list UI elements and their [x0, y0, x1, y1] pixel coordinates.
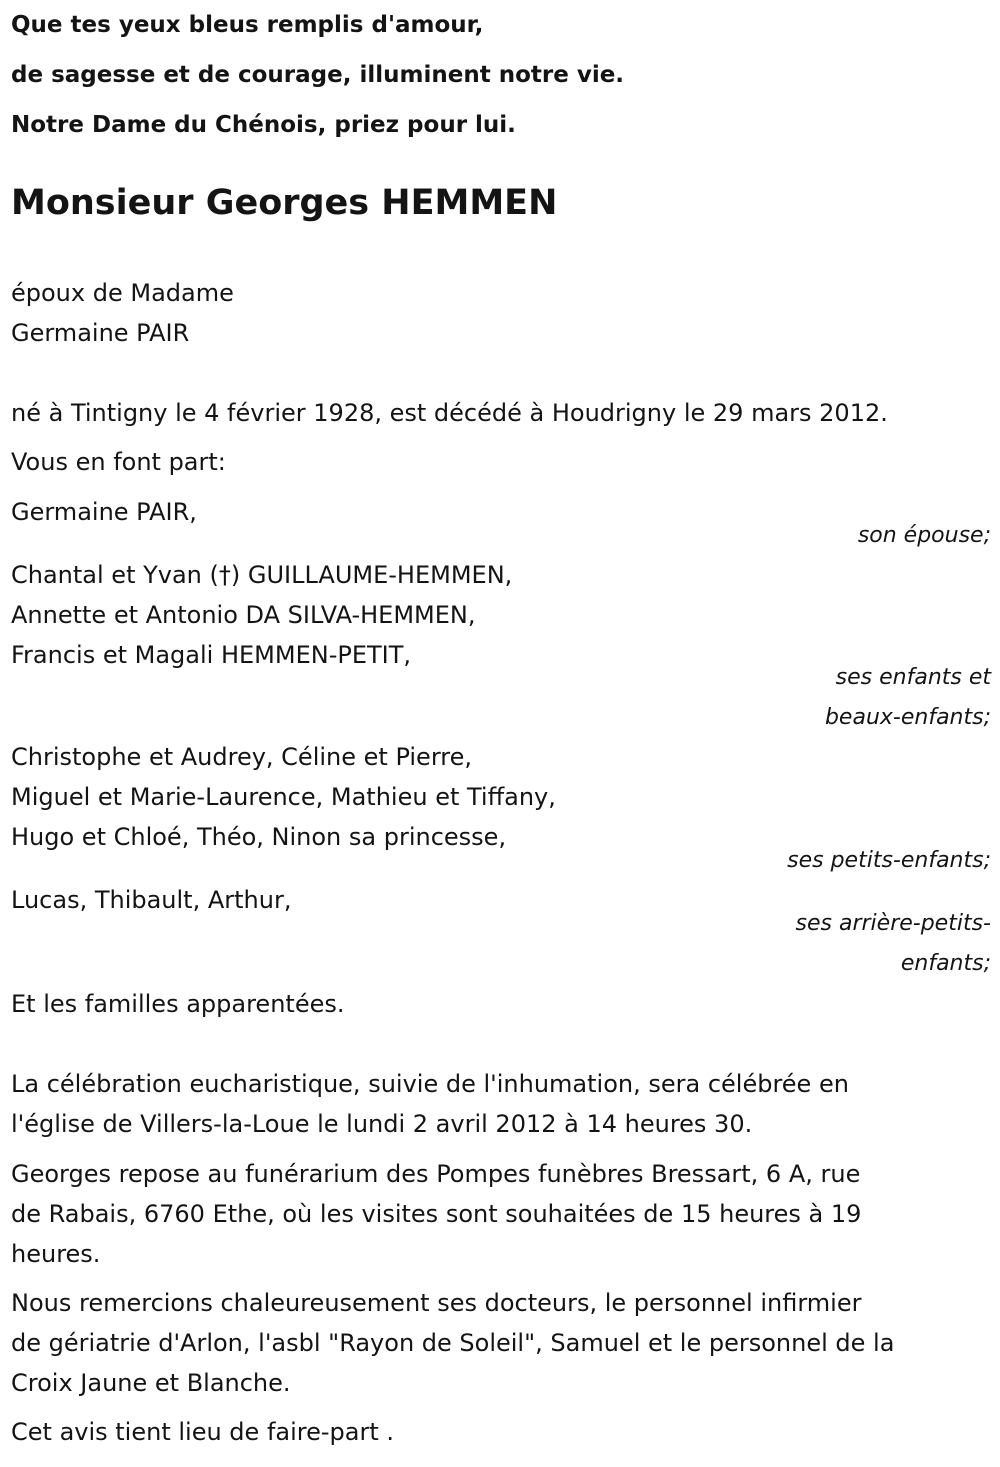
ceremony-line-2: l'église de Villers-la-Loue le lundi 2 avril 2012 à 14 heures 30.: [11, 1110, 753, 1138]
family-children: [11, 555, 991, 675]
children-relation-2: beaux-enfants;: [824, 705, 991, 730]
ceremony-line-1: La célébration eucharistique, suivie de l'inhumation, sera célébrée en: [11, 1070, 849, 1098]
spouse-line-2: Germaine PAIR: [11, 319, 190, 347]
spouse-line-1: époux de Madame: [11, 279, 234, 307]
wife-name: Germaine PAIR,: [11, 498, 197, 526]
verse-line-1: Que tes yeux bleus remplis d'amour,: [11, 12, 484, 38]
deceased-name-wrap: [11, 182, 991, 224]
great-grandchildren: Lucas, Thibault, Arthur,: [11, 886, 292, 914]
verse: [11, 12, 991, 39]
grandchild-1: Christophe et Audrey, Céline et Pierre,: [11, 743, 473, 771]
verse-line-3: Notre Dame du Chénois, priez pour lui.: [11, 112, 516, 138]
visitation-line-1: Georges repose au funérarium des Pompes funèbres Bressart, 6 A, rue: [11, 1160, 861, 1188]
visitation-line-3: heures.: [11, 1240, 101, 1268]
relatives: Et les familles apparentées.: [11, 990, 345, 1018]
relatives-wrap: [11, 984, 991, 1024]
children-rel-wrap: [11, 658, 991, 738]
great-grandchildren-relation-1: ses arrière-petits-: [795, 911, 991, 936]
grandchild-3: Hugo et Chloé, Théo, Ninon sa princesse,: [11, 823, 507, 851]
thanks-line-2: de gériatrie d'Arlon, l'asbl "Rayon de Soleil", Samuel et le personnel de la: [11, 1329, 895, 1357]
birth-death-wrap: [11, 393, 991, 433]
birth-death: né à Tintigny le 4 février 1928, est décédé à Houdrigny le 29 mars 2012.: [11, 399, 888, 427]
announce-wrap: [11, 442, 991, 482]
wife-relation: son épouse;: [857, 523, 991, 548]
great-grandchildren-rel-wrap: [11, 904, 991, 984]
deceased-name: Monsieur Georges HEMMEN: [11, 183, 558, 223]
wife-rel-wrap: [11, 516, 991, 556]
thanks-line-3: Croix Jaune et Blanche.: [11, 1369, 291, 1397]
closing: Cet avis tient lieu de faire-part .: [11, 1418, 395, 1446]
announce: Vous en font part:: [11, 448, 226, 476]
grandchild-2: Miguel et Marie-Laurence, Mathieu et Tiffany,: [11, 783, 556, 811]
verse-line-2-wrap: [11, 62, 991, 89]
children-relation-1: ses enfants et: [835, 665, 991, 690]
great-grandchildren-relation-2: enfants;: [900, 951, 991, 976]
ceremony-block: [11, 1064, 991, 1144]
visitation-block: [11, 1154, 991, 1274]
verse-line-2: de sagesse et de courage, illuminent notre vie.: [11, 62, 625, 88]
child-1: Chantal et Yvan (†) GUILLAUME-HEMMEN,: [11, 561, 513, 589]
closing-wrap: [11, 1412, 991, 1452]
grandchildren-rel-wrap: [11, 841, 991, 881]
thanks-line-1: Nous remercions chaleureusement ses docteurs, le personnel infirmier: [11, 1289, 862, 1317]
grandchildren-relation: ses petits-enfants;: [787, 848, 991, 873]
visitation-line-2: de Rabais, 6760 Ethe, où les visites sont souhaitées de 15 heures à 19: [11, 1200, 862, 1228]
child-3: Francis et Magali HEMMEN-PETIT,: [11, 641, 412, 669]
verse-line-3-wrap: [11, 112, 991, 139]
family-grandchildren: [11, 737, 991, 857]
spouse-block: [11, 273, 991, 353]
thanks-block: [11, 1283, 991, 1403]
child-2: Annette et Antonio DA SILVA-HEMMEN,: [11, 601, 476, 629]
